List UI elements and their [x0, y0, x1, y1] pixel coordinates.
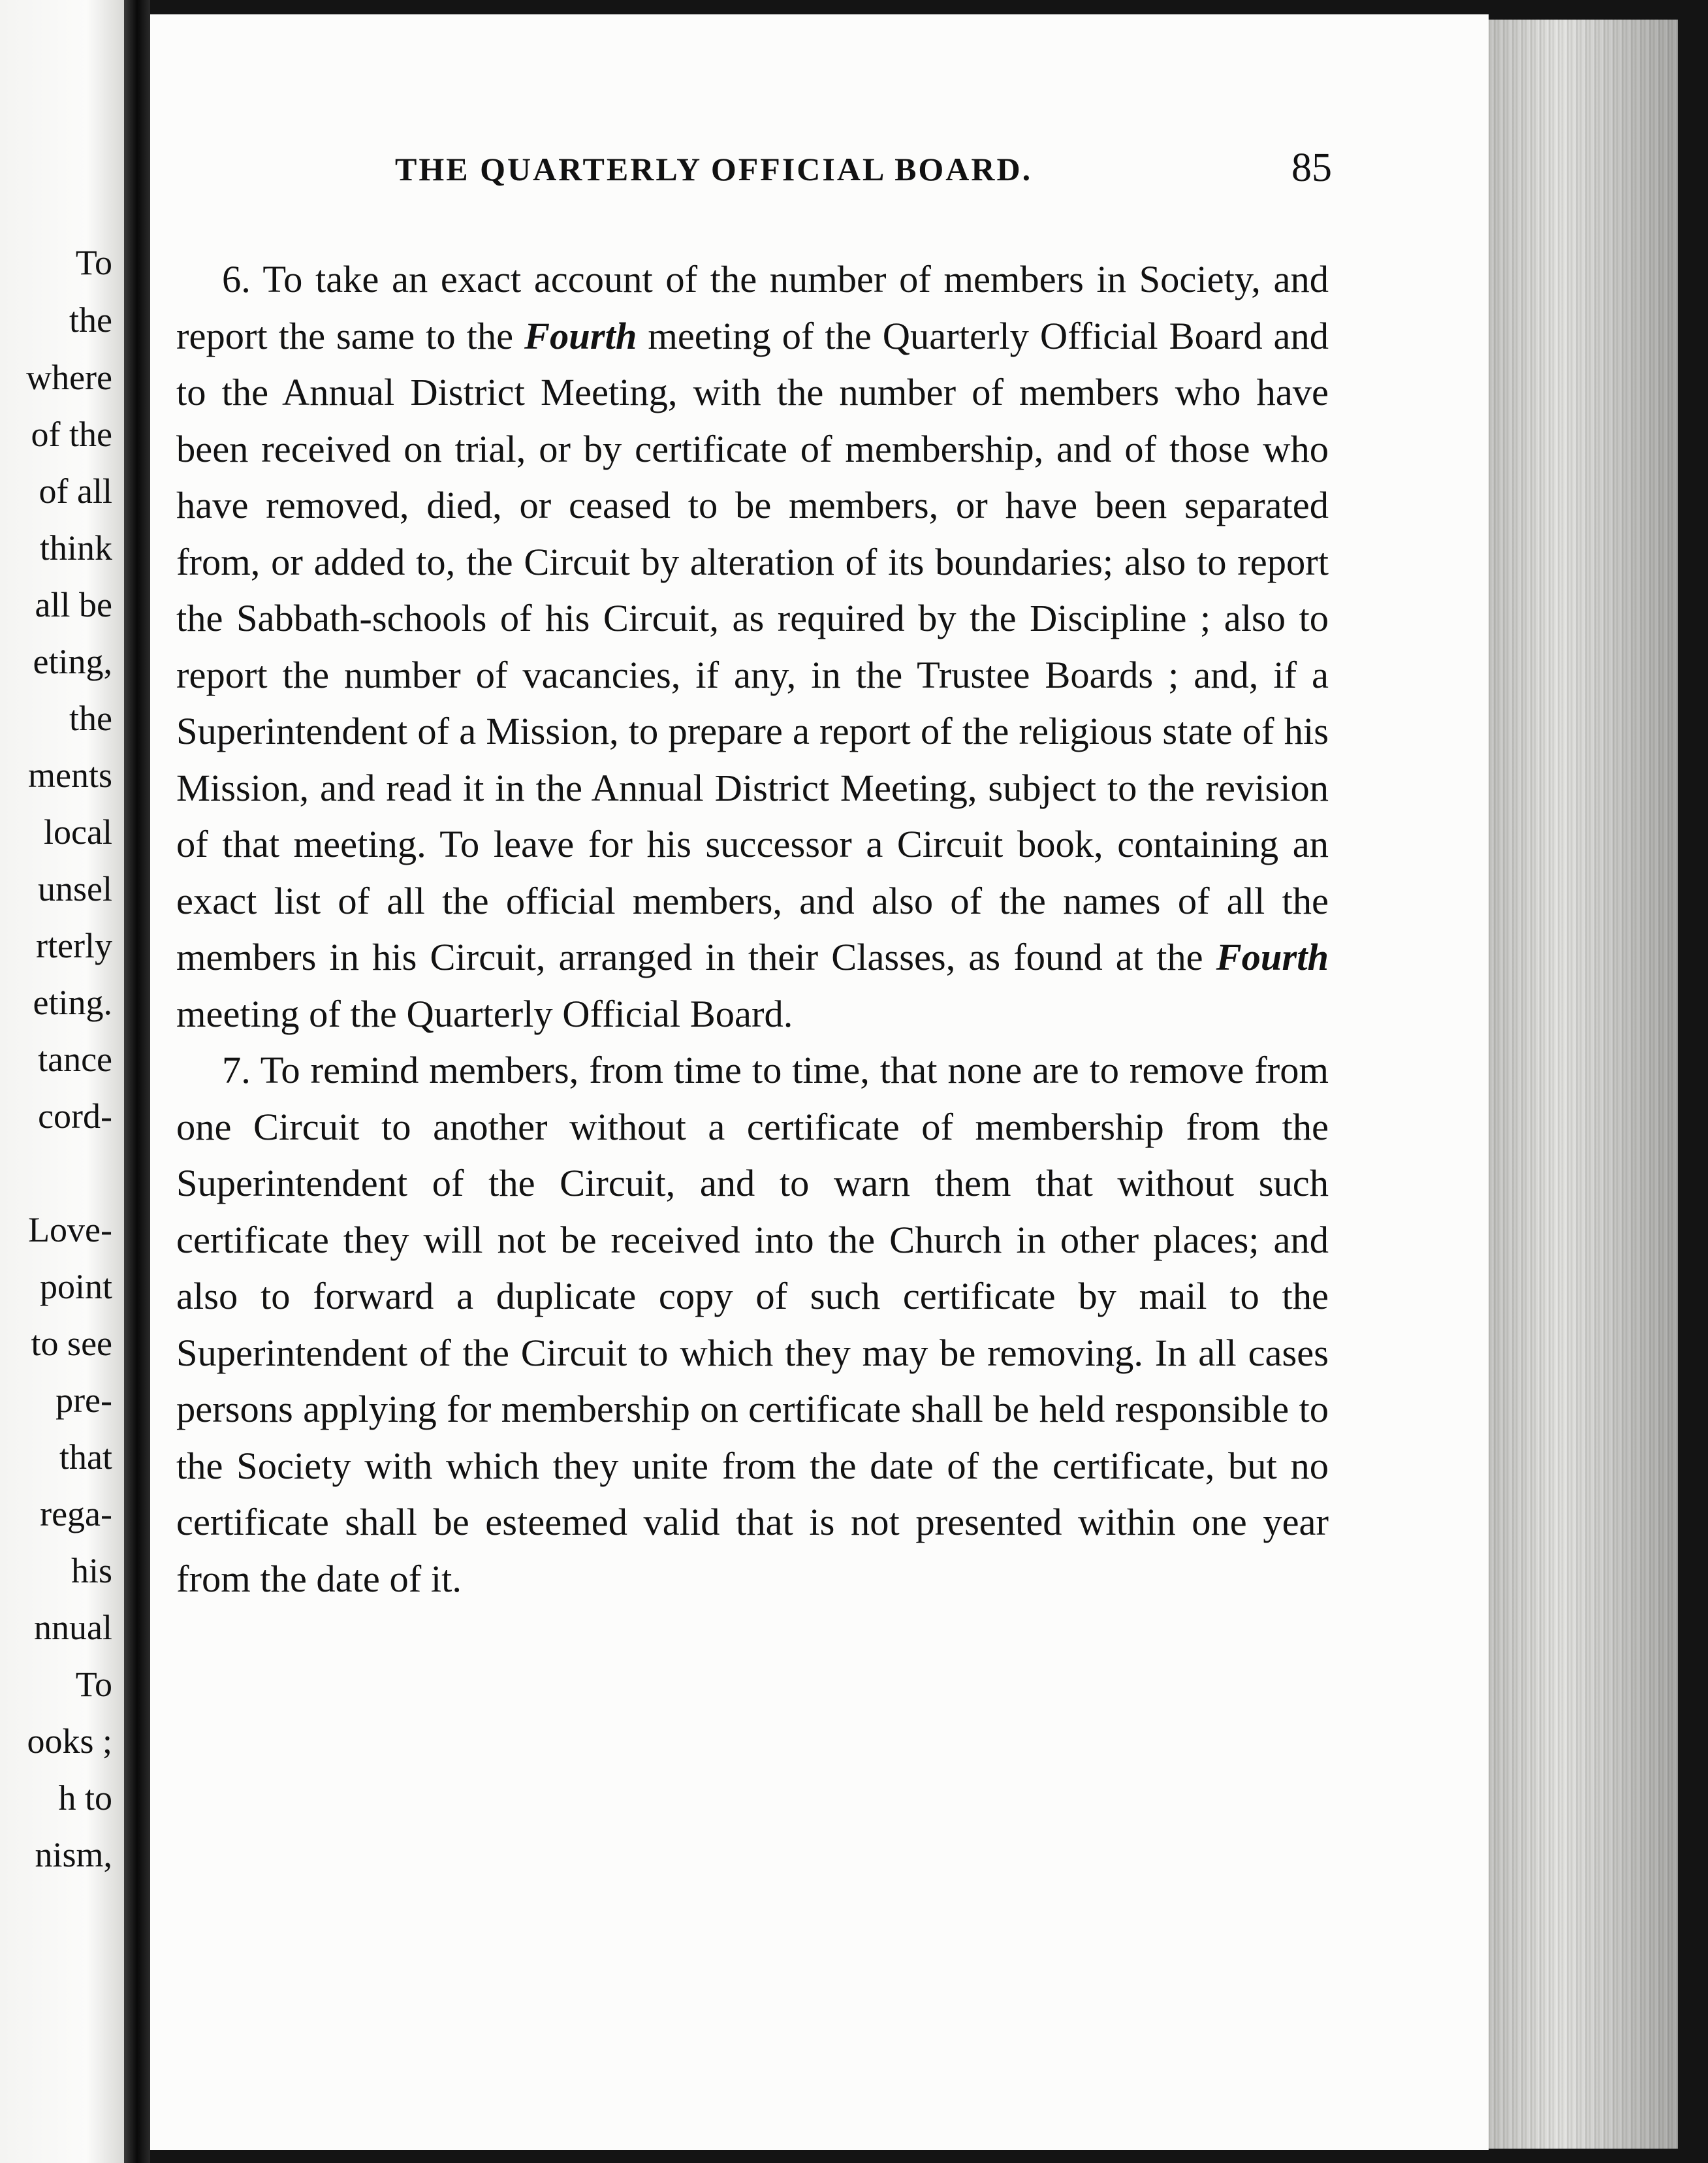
left-page-line: ooks ;	[27, 1722, 112, 1761]
paragraph-7: 7. To remind members, from time to time, that none are to remove from one Circuit to another without a certificate of membership from the Superintendent of the Circuit, and to warn them that without such certificate they will not be received into the Church in other places; and also to forward a duplicate copy of such certificate by mail to the Superintendent of the Circuit to which they may be removing. In all cases persons applying for membership on certificate shall be held responsible to the Society with which they unite from the date of the certificate, but no certificate shall be esteemed valid that is not presented within one year from the date of it.	[176, 1049, 1329, 1600]
italic-term: Fourth	[524, 314, 637, 357]
running-title: THE QUARTERLY OFFICIAL BOARD.	[395, 151, 1033, 187]
paragraph-text: meeting of the Quarterly Official Board and to the Annual District Meeting, with the number of members who have been received on trial, or by certificate of membership, and of those who have removed, died, or ceased to be members, or have been separated from, or added to, the Circuit by alteration of its boundaries; also to report the Sabbath-schools of his Circuit, as required by the Discipline ; also to report the number of vacancies, if any, in the Trustee Boards ; and, if a Superintendent of a Mission, to prepare a report of the religious state of his Mission, and read it in the Annual District Meeting, subject to the revision of that meeting. To leave for his successor a Circuit book, containing an exact list of all the official members, and also of the names of all the members in his Circuit, arranged in their Classes, as found at the	[176, 314, 1329, 978]
left-page-line: nism,	[35, 1835, 112, 1874]
left-page-line: rega-	[40, 1494, 112, 1533]
page-number: 85	[1291, 146, 1332, 190]
left-page-line: the	[69, 300, 112, 340]
left-page-line: his	[71, 1551, 112, 1590]
left-page-line: h to	[58, 1778, 112, 1818]
left-page-line: to see	[31, 1324, 112, 1363]
previous-page-fragment	[0, 0, 124, 2163]
left-page-line: that	[59, 1437, 112, 1477]
paragraph-text: 6. To take an exact account of the number of members in Society, and report the same to the	[176, 258, 1329, 357]
left-page-line: local	[44, 812, 112, 852]
left-page-line: all be	[35, 585, 112, 624]
left-page-line: tance	[38, 1040, 112, 1079]
left-page-line: cord-	[38, 1097, 112, 1136]
page-edges	[1482, 20, 1678, 2149]
paragraph-text: meeting of the Quarterly Official Board.	[176, 992, 793, 1035]
left-page-line: of the	[31, 415, 112, 454]
running-head	[248, 146, 1332, 202]
left-page-line: eting.	[33, 983, 112, 1022]
italic-term: Fourth	[1216, 936, 1329, 978]
left-page-line: the	[69, 699, 112, 738]
left-page-line: nnual	[34, 1608, 112, 1647]
book-gutter	[124, 0, 150, 2163]
left-page-line: think	[39, 528, 112, 568]
left-page-line: unsel	[38, 869, 112, 908]
left-page-line: of all	[39, 472, 112, 511]
left-page-line: ments	[28, 756, 112, 795]
left-page-line: point	[39, 1267, 112, 1306]
left-page-line: pre-	[55, 1381, 112, 1420]
left-page-line: To	[75, 243, 112, 282]
left-page-line: Love-	[28, 1210, 112, 1249]
paragraph-6	[176, 251, 1329, 1042]
left-page-line: rterly	[36, 926, 112, 965]
body-text	[176, 251, 1329, 1607]
left-page-line: eting,	[33, 642, 112, 681]
left-page-line: To	[75, 1665, 112, 1704]
left-page-line: where	[26, 358, 112, 397]
